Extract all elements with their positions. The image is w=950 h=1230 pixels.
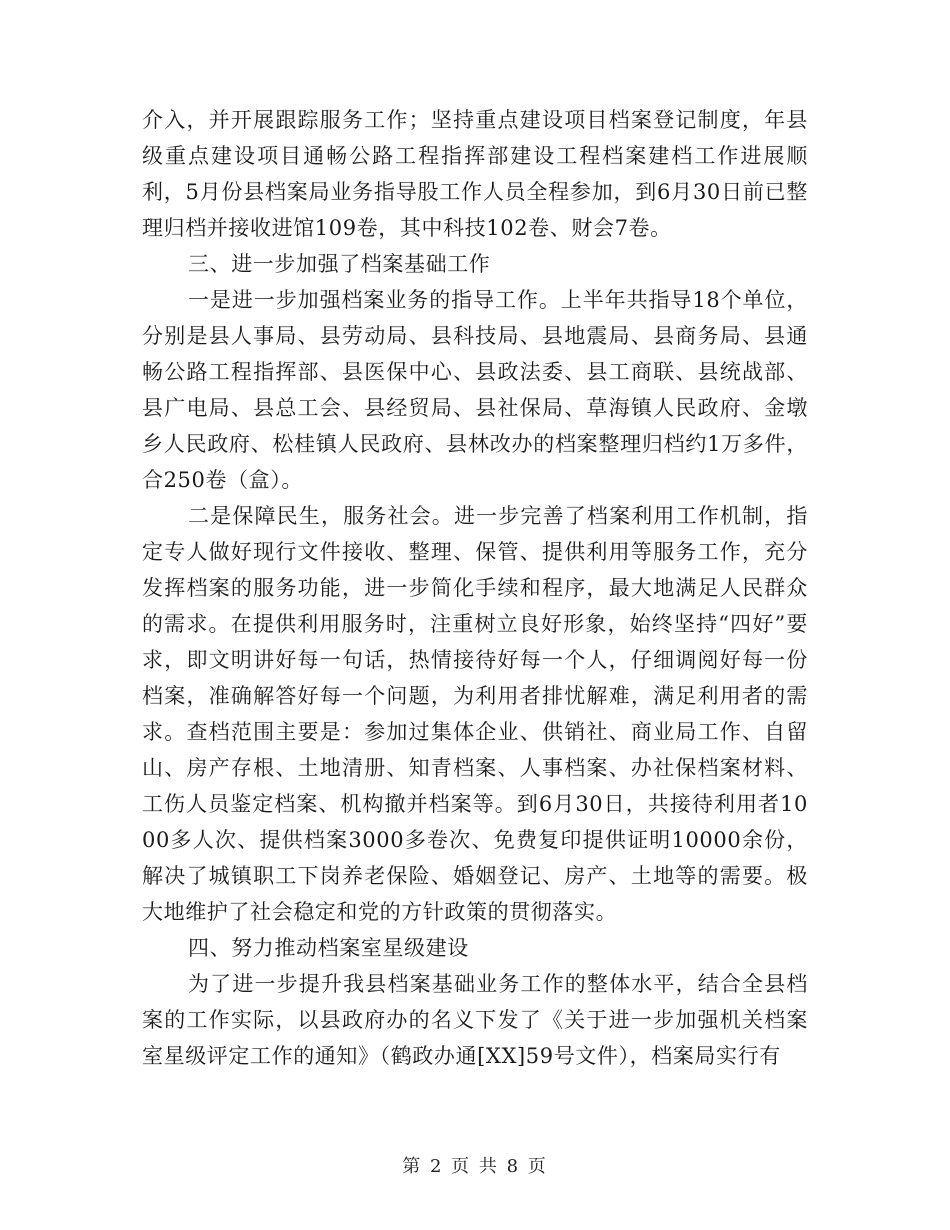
page-number-footer: 第 2 页 共 8 页 <box>402 1156 548 1177</box>
paragraph-star-rating: 为了进一步提升我县档案基础业务工作的整体水平，结合全县档案的工作实际，以县政府办的名义下发了《关于进一步加强机关档案室星级评定工作的通知》（鹤政办通[XX]59号文件），档案局实行有 <box>142 972 808 1068</box>
paragraph-guidance: 一是进一步加强档案业务的指导工作。上半年共指导18个单位，分别是县人事局、县劳动局、县科技局、县地震局、县商务局、县通畅公路工程指挥部、县医保中心、县政法委、县工商联、县统战部、县广电局、县总工会、县经贸局、县社保局、草海镇人民政府、金墩乡人民政府、松桂镇人民政府、县林改办的档案整理归档约1万多件，合250卷（盒）。 <box>142 288 808 492</box>
document-body <box>142 102 808 1074</box>
paragraph-public-service: 二是保障民生，服务社会。进一步完善了档案利用工作机制，指定专人做好现行文件接收、整理、保管、提供利用等服务工作，充分发挥档案的服务功能，进一步简化手续和程序，最大地满足人民群众的需求。在提供利用服务时，注重树立良好形象，始终坚持“四好”要求，即文明讲好每一句话，热情接待好每一个人，仔细调阅好每一份档案，准确解答好每一个问题，为利用者排忧解难，满足利用者的需求。查档范围主要是：参加过集体企业、供销社、商业局工作、自留山、房产存根、土地清册、知青档案、人事档案、办社保档案材料、工伤人员鉴定档案、机构撤并档案等。到6月30日，共接待利用者1000多人次、提供档案3000多卷次、免费复印提供证明10000余份，解决了城镇职工下岗养老保险、婚姻登记、房产、土地等的需要。极大地维护了社会稳定和党的方针政策的贯彻落实。 <box>142 504 808 924</box>
section-heading-three: 三、进一步加强了档案基础工作 <box>188 252 491 276</box>
section-heading-four: 四、努力推动档案室星级建设 <box>188 936 469 960</box>
paragraph-continuation: 介入，并开展跟踪服务工作；坚持重点建设项目档案登记制度，年县级重点建设项目通畅公路工程指挥部建设工程档案建档工作进展顺利，5月份县档案局业务指导股工作人员全程参加，到6月30日前已整理归档并接收进馆109卷，其中科技102卷、财会7卷。 <box>142 108 808 240</box>
